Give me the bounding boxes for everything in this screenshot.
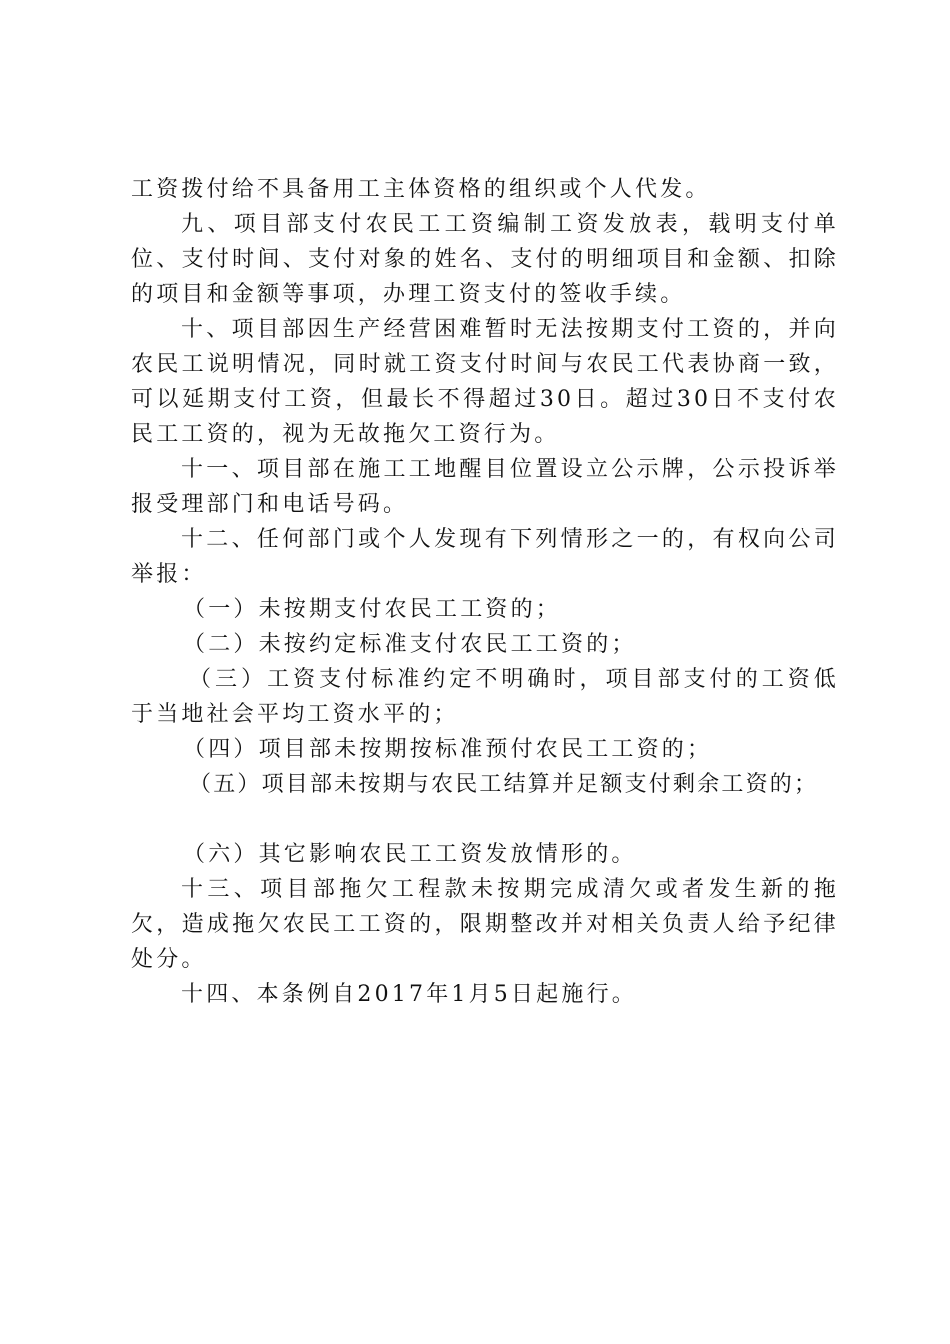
- paragraph-article-10: 十、项目部因生产经营困难暂时无法按期支付工资的，并向农民工说明情况，同时就工资支付时间与农民工代表协商一致，可以延期支付工资，但最长不得超过30日。超过30日不支付农民工工资的，视为无故拖欠工资行为。: [131, 317, 839, 447]
- list-item-6: （六）其它影响农民工工资发放情形的。: [183, 842, 637, 867]
- paragraph-article-12: 十二、任何部门或个人发现有下列情形之一的，有权向公司举报：: [131, 527, 839, 587]
- paragraph-continuation: 工资拨付给不具备用工主体资格的组织或个人代发。: [131, 177, 711, 202]
- document-body: [131, 172, 839, 1012]
- list-item-4: （四）项目部未按期按标准预付农民工工资的；: [183, 737, 713, 762]
- list-item-5: （五）项目部未按期与农民工结算并足额支付剩余工资的；: [189, 772, 819, 797]
- paragraph-article-9: 九、项目部支付农民工工资编制工资发放表，载明支付单位、支付时间、支付对象的姓名、支付的明细项目和金额、扣除的项目和金额等事项，办理工资支付的签收手续。: [131, 212, 839, 307]
- list-item-2: （二）未按约定标准支付农民工工资的；: [183, 632, 637, 657]
- paragraph-article-11: 十一、项目部在施工工地醒目位置设立公示牌，公示投诉举报受理部门和电话号码。: [131, 457, 839, 517]
- paragraph-article-13: 十三、项目部拖欠工程款未按期完成清欠或者发生新的拖欠，造成拖欠农民工工资的，限期整改并对相关负责人给予纪律处分。: [131, 877, 839, 972]
- list-item-3: （三）工资支付标准约定不明确时，项目部支付的工资低于当地社会平均工资水平的；: [131, 667, 839, 727]
- paragraph-article-14: 十四、本条例自2017年1月5日起施行。: [181, 982, 637, 1007]
- list-item-1: （一）未按期支付农民工工资的；: [183, 597, 562, 622]
